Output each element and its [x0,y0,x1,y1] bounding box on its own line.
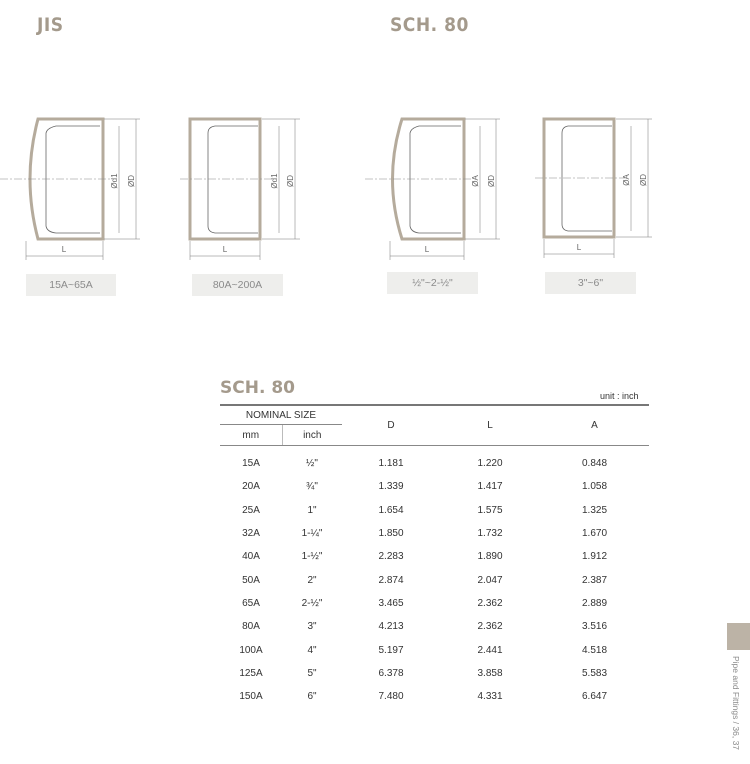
cell-inch: 2" [307,574,317,586]
cell-D: 2.874 [378,574,404,586]
drawing-jis-curved-cap [0,100,160,265]
table-row [220,522,649,545]
spec-table-body [220,446,649,709]
col-header-mm: mm [220,425,282,446]
cell-A: 4.518 [581,644,608,656]
dim-d1-label: Ød1 [110,173,119,189]
table-row [220,475,649,498]
cell-A: 5.583 [581,667,608,679]
drawing-jis-square-cap [180,100,320,265]
cell-L: 2.362 [477,597,503,609]
cell-D: 1.654 [378,504,404,516]
cell-D: 4.213 [378,621,404,633]
cell-inch: 4" [307,644,317,656]
cell-L: 2.047 [477,574,503,586]
table-row [220,592,649,615]
cell-A: 1.058 [581,481,608,493]
col-header-L: L [440,405,540,446]
cell-D: 2.283 [378,551,404,563]
cell-A: 0.848 [581,458,608,470]
cell-A: 6.647 [581,691,608,703]
nominal-size-header: NOMINAL SIZE [220,405,342,425]
dim-D-label: ØD [639,174,648,186]
cell-D: 3.465 [378,597,404,609]
table-row [220,638,649,661]
cell-L: 1.575 [477,504,503,516]
table-title: SCH. 80 [220,378,295,398]
spec-table [220,404,649,708]
cell-mm: 125A [239,667,263,679]
cell-L: 1.732 [477,528,503,540]
cell-L: 2.441 [477,644,503,656]
cell-A: 1.325 [581,504,608,516]
table-row [220,662,649,685]
cell-A: 2.889 [581,597,608,609]
cell-L: 4.331 [477,691,503,703]
dim-A-label: ØA [471,175,480,187]
dim-A-label: ØA [622,174,631,186]
cell-L: 2.362 [477,621,503,633]
size-range-label: 80A~200A [192,274,283,296]
cell-D: 1.339 [378,481,404,493]
cell-mm: 50A [242,574,260,586]
cell-mm: 25A [242,504,260,516]
dim-L-label: L [424,245,430,254]
dim-D-label: ØD [127,175,136,187]
cell-mm: 20A [242,481,260,493]
page-footer-text: Pipe and Fittings / 36, 37 [731,656,741,751]
jis-heading: JIS [37,14,64,36]
cell-L: 1.417 [477,481,503,493]
size-range-label: 15A~65A [26,274,116,296]
cell-A: 1.912 [581,551,608,563]
page-side-tab [727,623,750,650]
cell-mm: 65A [242,597,260,609]
table-row [220,446,649,476]
cell-mm: 150A [239,691,263,703]
table-row [220,545,649,568]
cell-inch: 1-½" [301,551,323,563]
cell-D: 1.850 [378,528,404,540]
dim-L-label: L [222,245,228,254]
cell-inch: 2-½" [301,597,323,609]
col-header-A: A [540,405,649,446]
cell-L: 1.220 [477,458,503,470]
table-row [220,499,649,522]
cell-D: 1.181 [378,458,404,470]
drawing-sch80-square-cap [535,100,675,265]
cell-inch: ¾" [306,481,318,493]
cell-inch: 6" [307,691,317,703]
unit-note: unit : inch [600,391,639,401]
cell-inch: ½" [306,458,318,470]
cell-inch: 1" [307,504,317,516]
table-row [220,568,649,591]
size-range-label: ½"~2-½" [387,272,478,294]
table-row [220,685,649,708]
cell-D: 5.197 [378,644,404,656]
cell-mm: 15A [242,458,260,470]
cell-A: 3.516 [581,621,608,633]
cell-L: 3.858 [477,667,503,679]
size-range-label: 3"~6" [545,272,636,294]
cell-A: 2.387 [581,574,608,586]
cell-A: 1.670 [581,528,608,540]
cell-mm: 100A [239,644,263,656]
cell-inch: 1-¼" [301,528,323,540]
drawing-sch80-curved-cap [365,100,525,265]
cell-mm: 80A [242,621,260,633]
col-header-D: D [342,405,440,446]
cell-inch: 3" [307,621,317,633]
cell-D: 6.378 [378,667,404,679]
cell-D: 7.480 [378,691,404,703]
cell-L: 1.890 [477,551,503,563]
dim-d1-label: Ød1 [270,173,279,189]
sch80-heading: SCH. 80 [390,14,469,36]
cell-mm: 40A [242,551,260,563]
dim-L-label: L [576,243,582,252]
dim-D-label: ØD [286,175,295,187]
cell-mm: 32A [242,528,260,540]
table-row [220,615,649,638]
cell-inch: 5" [307,667,317,679]
col-header-inch: inch [282,425,342,446]
dim-D-label: ØD [487,175,496,187]
dim-L-label: L [61,245,67,254]
